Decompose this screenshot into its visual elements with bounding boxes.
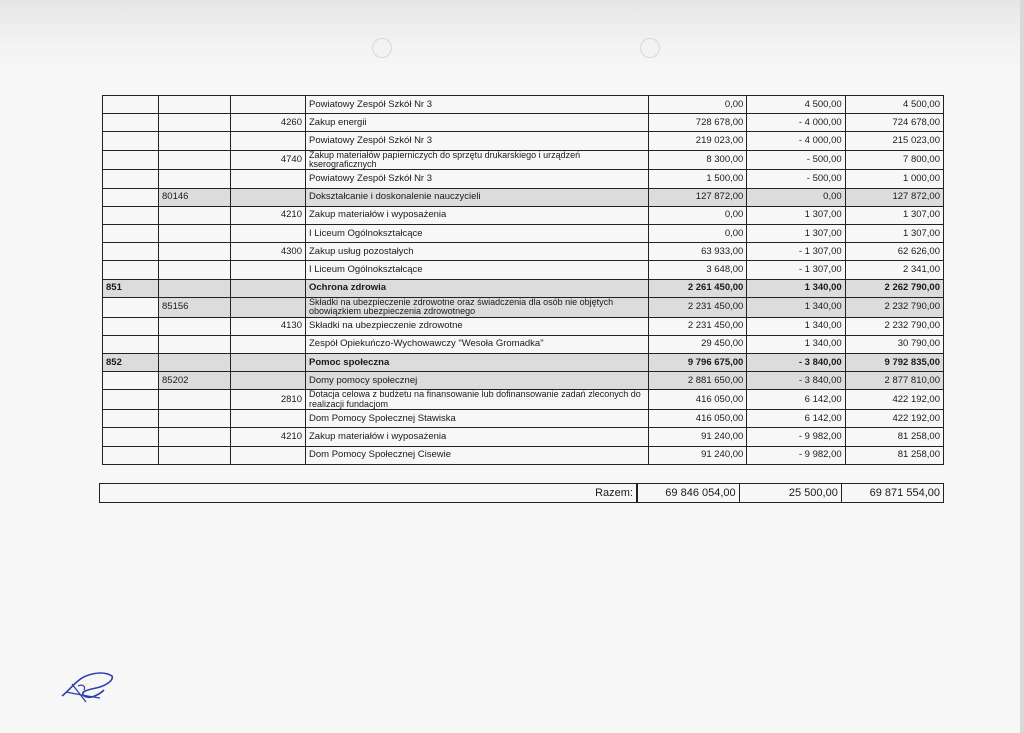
cell-plan: 219 023,00 bbox=[649, 132, 747, 150]
cell-rozdzial bbox=[159, 279, 231, 297]
cell-after-change: 2 232 790,00 bbox=[845, 297, 943, 317]
cell-dzial bbox=[103, 150, 159, 170]
cell-change: - 9 982,00 bbox=[747, 428, 845, 446]
cell-paragraf bbox=[231, 354, 306, 372]
cell-dzial bbox=[103, 225, 159, 243]
cell-after-change: 1 000,00 bbox=[845, 170, 943, 188]
cell-plan: 416 050,00 bbox=[649, 410, 747, 428]
cell-rozdzial bbox=[159, 354, 231, 372]
cell-after-change: 9 792 835,00 bbox=[845, 354, 943, 372]
cell-dzial bbox=[103, 243, 159, 261]
cell-after-change: 422 192,00 bbox=[845, 390, 943, 410]
cell-change: 1 340,00 bbox=[747, 335, 845, 353]
cell-dzial bbox=[103, 114, 159, 132]
cell-plan: 728 678,00 bbox=[649, 114, 747, 132]
cell-paragraf: 4740 bbox=[231, 150, 306, 170]
cell-dzial bbox=[103, 188, 159, 206]
cell-description: Składki na ubezpieczenie zdrowotne bbox=[306, 317, 649, 335]
cell-paragraf bbox=[231, 188, 306, 206]
total-row-table bbox=[99, 483, 944, 503]
cell-change: - 1 307,00 bbox=[747, 243, 845, 261]
cell-dzial: 851 bbox=[103, 279, 159, 297]
cell-description: Zakup materiałów i wyposażenia bbox=[306, 428, 649, 446]
table-row bbox=[103, 261, 944, 279]
table-row bbox=[103, 390, 944, 410]
table-row bbox=[103, 297, 944, 317]
cell-change: 0,00 bbox=[747, 188, 845, 206]
cell-dzial bbox=[103, 317, 159, 335]
cell-description: Dom Pomocy Społecznej Cisewie bbox=[306, 446, 649, 464]
cell-rozdzial bbox=[159, 335, 231, 353]
handwritten-signature bbox=[56, 666, 120, 708]
cell-plan: 3 648,00 bbox=[649, 261, 747, 279]
cell-after-change: 2 232 790,00 bbox=[845, 317, 943, 335]
cell-description: Zakup usług pozostałych bbox=[306, 243, 649, 261]
cell-rozdzial bbox=[159, 206, 231, 224]
cell-after-change: 81 258,00 bbox=[845, 428, 943, 446]
cell-after-change: 1 307,00 bbox=[845, 225, 943, 243]
cell-dzial bbox=[103, 297, 159, 317]
cell-description: Składki na ubezpieczenie zdrowotne oraz świadczenia dla osób nie objętych obowiązkiem ubezpieczenia zdrowotnego bbox=[306, 297, 649, 317]
cell-dzial: 852 bbox=[103, 354, 159, 372]
cell-paragraf bbox=[231, 297, 306, 317]
cell-change: - 1 307,00 bbox=[747, 261, 845, 279]
cell-plan: 0,00 bbox=[649, 96, 747, 114]
cell-paragraf: 4210 bbox=[231, 206, 306, 224]
cell-change: - 3 840,00 bbox=[747, 372, 845, 390]
cell-paragraf: 4300 bbox=[231, 243, 306, 261]
punch-hole bbox=[640, 38, 660, 58]
cell-rozdzial bbox=[159, 446, 231, 464]
cell-rozdzial bbox=[159, 317, 231, 335]
table-row bbox=[103, 317, 944, 335]
cell-rozdzial bbox=[159, 261, 231, 279]
cell-dzial bbox=[103, 335, 159, 353]
cell-after-change: 127 872,00 bbox=[845, 188, 943, 206]
cell-plan: 9 796 675,00 bbox=[649, 354, 747, 372]
cell-rozdzial bbox=[159, 132, 231, 150]
cell-change: 1 307,00 bbox=[747, 206, 845, 224]
cell-after-change: 724 678,00 bbox=[845, 114, 943, 132]
cell-paragraf bbox=[231, 410, 306, 428]
cell-paragraf bbox=[231, 132, 306, 150]
cell-change: 4 500,00 bbox=[747, 96, 845, 114]
cell-paragraf bbox=[231, 261, 306, 279]
cell-change: 1 307,00 bbox=[747, 225, 845, 243]
table-row bbox=[103, 335, 944, 353]
cell-rozdzial: 85202 bbox=[159, 372, 231, 390]
cell-dzial bbox=[103, 96, 159, 114]
cell-plan: 2 261 450,00 bbox=[649, 279, 747, 297]
cell-paragraf bbox=[231, 446, 306, 464]
cell-change: - 500,00 bbox=[747, 150, 845, 170]
cell-rozdzial bbox=[159, 428, 231, 446]
cell-paragraf bbox=[231, 170, 306, 188]
cell-plan: 127 872,00 bbox=[649, 188, 747, 206]
punch-hole bbox=[372, 38, 392, 58]
cell-after-change: 4 500,00 bbox=[845, 96, 943, 114]
cell-plan: 29 450,00 bbox=[649, 335, 747, 353]
cell-rozdzial bbox=[159, 225, 231, 243]
table-row bbox=[103, 410, 944, 428]
cell-after-change: 422 192,00 bbox=[845, 410, 943, 428]
cell-paragraf: 4260 bbox=[231, 114, 306, 132]
budget-table bbox=[102, 95, 944, 465]
scan-shadow bbox=[0, 0, 1024, 80]
cell-change: 1 340,00 bbox=[747, 297, 845, 317]
cell-dzial bbox=[103, 261, 159, 279]
table-row bbox=[103, 132, 944, 150]
cell-after-change: 1 307,00 bbox=[845, 206, 943, 224]
cell-after-change: 2 341,00 bbox=[845, 261, 943, 279]
cell-paragraf bbox=[231, 372, 306, 390]
cell-plan: 63 933,00 bbox=[649, 243, 747, 261]
cell-rozdzial bbox=[159, 96, 231, 114]
cell-change: - 500,00 bbox=[747, 170, 845, 188]
cell-rozdzial bbox=[159, 243, 231, 261]
total-after-change: 69 871 554,00 bbox=[841, 484, 943, 503]
cell-change: 1 340,00 bbox=[747, 317, 845, 335]
cell-rozdzial bbox=[159, 114, 231, 132]
cell-change: - 4 000,00 bbox=[747, 132, 845, 150]
cell-after-change: 62 626,00 bbox=[845, 243, 943, 261]
page-edge bbox=[1020, 0, 1024, 733]
table-row bbox=[103, 114, 944, 132]
cell-description: Powiatowy Zespół Szkół Nr 3 bbox=[306, 96, 649, 114]
cell-dzial bbox=[103, 410, 159, 428]
cell-rozdzial bbox=[159, 150, 231, 170]
cell-change: 1 340,00 bbox=[747, 279, 845, 297]
cell-paragraf bbox=[231, 279, 306, 297]
cell-change: - 9 982,00 bbox=[747, 446, 845, 464]
cell-change: - 4 000,00 bbox=[747, 114, 845, 132]
table-row bbox=[103, 170, 944, 188]
total-row bbox=[100, 484, 944, 503]
cell-description: I Liceum Ogólnokształcące bbox=[306, 261, 649, 279]
cell-change: 6 142,00 bbox=[747, 410, 845, 428]
cell-after-change: 215 023,00 bbox=[845, 132, 943, 150]
cell-plan: 2 231 450,00 bbox=[649, 317, 747, 335]
cell-paragraf bbox=[231, 225, 306, 243]
cell-plan: 0,00 bbox=[649, 225, 747, 243]
cell-dzial bbox=[103, 446, 159, 464]
cell-dzial bbox=[103, 132, 159, 150]
total-label: Razem: bbox=[100, 484, 638, 503]
cell-description: Dotacja celowa z budżetu na finansowanie lub dofinansowanie zadań zleconych do realizacji fundacjom bbox=[306, 390, 649, 410]
cell-dzial bbox=[103, 428, 159, 446]
cell-plan: 0,00 bbox=[649, 206, 747, 224]
table-row bbox=[103, 279, 944, 297]
table-row bbox=[103, 354, 944, 372]
cell-rozdzial bbox=[159, 170, 231, 188]
cell-description: Domy pomocy społecznej bbox=[306, 372, 649, 390]
table-row bbox=[103, 150, 944, 170]
cell-after-change: 81 258,00 bbox=[845, 446, 943, 464]
cell-paragraf: 4130 bbox=[231, 317, 306, 335]
cell-description: Ochrona zdrowia bbox=[306, 279, 649, 297]
cell-description: Zespół Opiekuńczo-Wychowawczy "Wesoła Gromadka" bbox=[306, 335, 649, 353]
table-row bbox=[103, 206, 944, 224]
cell-after-change: 30 790,00 bbox=[845, 335, 943, 353]
cell-description: Dom Pomocy Społecznej Stawiska bbox=[306, 410, 649, 428]
cell-plan: 8 300,00 bbox=[649, 150, 747, 170]
cell-paragraf bbox=[231, 96, 306, 114]
table-row bbox=[103, 428, 944, 446]
cell-dzial bbox=[103, 390, 159, 410]
cell-dzial bbox=[103, 372, 159, 390]
cell-description: Powiatowy Zespół Szkół Nr 3 bbox=[306, 170, 649, 188]
cell-dzial bbox=[103, 206, 159, 224]
cell-description: Zakup energii bbox=[306, 114, 649, 132]
table-row bbox=[103, 188, 944, 206]
cell-plan: 91 240,00 bbox=[649, 446, 747, 464]
cell-after-change: 7 800,00 bbox=[845, 150, 943, 170]
cell-dzial bbox=[103, 170, 159, 188]
cell-description: Zakup materiałów i wyposażenia bbox=[306, 206, 649, 224]
cell-change: - 3 840,00 bbox=[747, 354, 845, 372]
cell-plan: 91 240,00 bbox=[649, 428, 747, 446]
cell-plan: 2 231 450,00 bbox=[649, 297, 747, 317]
cell-rozdzial bbox=[159, 410, 231, 428]
cell-rozdzial bbox=[159, 390, 231, 410]
table-row bbox=[103, 446, 944, 464]
total-change: 25 500,00 bbox=[739, 484, 841, 503]
cell-paragraf: 2810 bbox=[231, 390, 306, 410]
cell-rozdzial: 80146 bbox=[159, 188, 231, 206]
cell-after-change: 2 262 790,00 bbox=[845, 279, 943, 297]
cell-plan: 416 050,00 bbox=[649, 390, 747, 410]
cell-plan: 2 881 650,00 bbox=[649, 372, 747, 390]
total-plan: 69 846 054,00 bbox=[637, 484, 739, 503]
cell-rozdzial: 85156 bbox=[159, 297, 231, 317]
cell-description: I Liceum Ogólnokształcące bbox=[306, 225, 649, 243]
cell-change: 6 142,00 bbox=[747, 390, 845, 410]
cell-paragraf bbox=[231, 335, 306, 353]
cell-description: Powiatowy Zespół Szkół Nr 3 bbox=[306, 132, 649, 150]
cell-after-change: 2 877 810,00 bbox=[845, 372, 943, 390]
table-row bbox=[103, 96, 944, 114]
cell-plan: 1 500,00 bbox=[649, 170, 747, 188]
cell-description: Pomoc społeczna bbox=[306, 354, 649, 372]
table-row bbox=[103, 372, 944, 390]
table-row bbox=[103, 225, 944, 243]
table-row bbox=[103, 243, 944, 261]
cell-description: Zakup materiałów papierniczych do sprzętu drukarskiego i urządzeń kserograficznych bbox=[306, 150, 649, 170]
cell-description: Dokształcanie i doskonalenie nauczycieli bbox=[306, 188, 649, 206]
cell-paragraf: 4210 bbox=[231, 428, 306, 446]
